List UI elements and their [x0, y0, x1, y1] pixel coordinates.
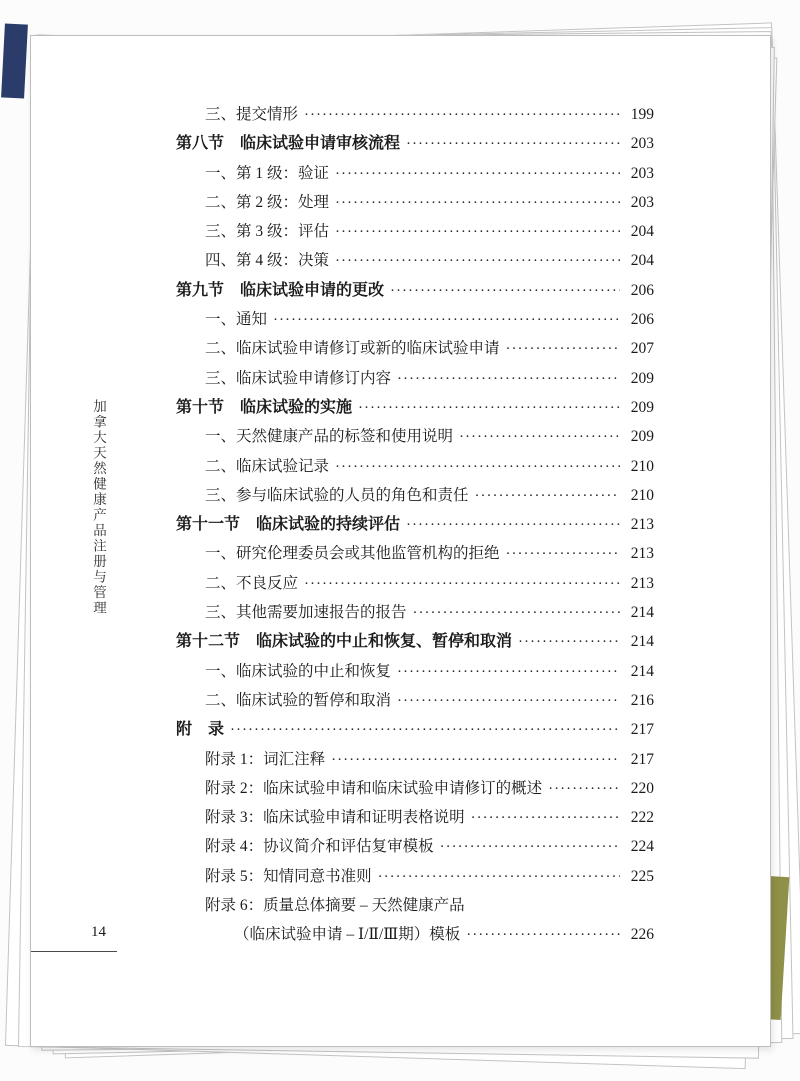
dot-leader — [506, 540, 620, 569]
dot-leader — [230, 716, 620, 745]
toc-entry-page: 203 — [630, 193, 654, 211]
toc-entry-title: 一、第 1 级：验证 — [205, 164, 330, 182]
toc-entry-title: 二、第 2 级：处理 — [205, 193, 330, 211]
toc-entry-page: 217 — [630, 721, 654, 739]
book-cover-navy-edge — [1, 23, 28, 98]
toc-entry — [176, 774, 654, 803]
toc-entry — [176, 686, 654, 715]
toc-entry — [176, 422, 654, 451]
toc-entry-title: 二、临床试验记录 — [205, 457, 330, 475]
toc-entry-title: 附录 6：质量总体摘要 – 天然健康产品 — [205, 897, 465, 915]
toc-entry-page: 209 — [630, 428, 654, 446]
book-side-title: 加拿大天然健康产品注册与管理 — [91, 399, 106, 616]
toc-entry — [176, 364, 654, 393]
toc-entry — [176, 803, 654, 832]
toc-entry-title: 附录 5：知情同意书准则 — [205, 867, 372, 885]
toc-entry — [176, 510, 654, 539]
dot-leader — [273, 306, 620, 335]
toc-entry-title: 三、第 3 级：评估 — [205, 223, 330, 241]
toc-entry-page: 217 — [630, 750, 654, 768]
toc-entry-page: 203 — [630, 164, 654, 182]
toc-entry — [176, 129, 654, 158]
toc-entry-title: 第十节 临床试验的实施 — [176, 398, 353, 416]
toc-entry-page: 203 — [630, 135, 654, 153]
toc-entry-page: 204 — [630, 223, 654, 241]
toc-entry — [176, 334, 654, 363]
toc-entry-page: 199 — [630, 106, 654, 123]
toc-entry-title: 三、其他需要加速报告的报告 — [205, 604, 407, 622]
toc-entry-title: 三、临床试验申请修订内容 — [205, 369, 392, 387]
toc-entry — [176, 159, 654, 188]
dot-leader — [335, 247, 620, 276]
toc-entry-page: 214 — [630, 604, 654, 622]
dot-leader — [397, 658, 620, 687]
toc-entry — [176, 569, 654, 598]
toc-entry-page: 224 — [630, 838, 654, 856]
toc-entry-title: （临床试验申请 – Ⅰ/Ⅱ/Ⅲ期）模板 — [234, 926, 461, 944]
toc-entry-title: 第十二节 临床试验的中止和恢复、暂停和取消 — [176, 633, 513, 651]
toc-entry-title: 一、临床试验的中止和恢复 — [205, 662, 392, 680]
toc-entry — [176, 715, 654, 744]
toc-entry-title: 第八节 临床试验申请审核流程 — [176, 135, 401, 153]
dot-leader — [378, 863, 620, 892]
dot-leader — [390, 277, 620, 306]
dot-leader — [466, 921, 620, 950]
toc-entry-page: 207 — [630, 340, 654, 358]
toc-entry — [176, 481, 654, 510]
toc-entry-page: 206 — [630, 281, 654, 299]
dot-leader — [335, 453, 620, 482]
toc-entry-page: 225 — [630, 867, 654, 885]
toc-entry-page: 216 — [630, 691, 654, 709]
toc-entry — [176, 920, 654, 949]
dot-leader — [459, 423, 620, 452]
toc-entry — [176, 862, 654, 891]
dot-leader — [506, 335, 620, 364]
toc-entry-page: 213 — [630, 516, 654, 534]
dot-leader — [413, 599, 620, 628]
dot-leader — [548, 775, 620, 804]
toc-entry — [176, 832, 654, 861]
toc-entry — [176, 305, 654, 334]
dot-leader — [471, 804, 620, 833]
toc-entry — [176, 246, 654, 275]
toc-entry-page: 213 — [630, 574, 654, 592]
main-page — [30, 35, 771, 1047]
toc-entry-page: 209 — [630, 398, 654, 416]
toc-entry-page: 206 — [630, 311, 654, 329]
toc-entry-page: 226 — [630, 926, 654, 944]
toc-entry-title: 附 录 — [176, 721, 225, 739]
toc-entry-title: 一、研究伦理委员会或其他监管机构的拒绝 — [205, 545, 500, 563]
toc-entry-page: 214 — [630, 633, 654, 651]
dot-leader — [304, 570, 620, 599]
page-number: 14 — [91, 924, 106, 940]
toc-entry — [176, 100, 654, 129]
dot-leader — [335, 189, 620, 218]
dot-leader — [518, 628, 620, 657]
toc-entry-title: 四、第 4 级：决策 — [205, 252, 330, 270]
toc-entry — [176, 627, 654, 656]
toc-entry-title: 二、不良反应 — [205, 574, 299, 592]
dot-leader — [406, 511, 620, 540]
toc-entry — [176, 217, 654, 246]
dot-leader — [331, 746, 620, 775]
dot-leader — [397, 365, 620, 394]
dot-leader — [475, 482, 620, 511]
toc-entry-title: 第十一节 临床试验的持续评估 — [176, 516, 401, 534]
toc-entry-page: 213 — [630, 545, 654, 563]
toc-entry-title: 二、临床试验申请修订或新的临床试验申请 — [205, 340, 500, 358]
toc-entry-title: 附录 2：临床试验申请和临床试验申请修订的概述 — [205, 779, 543, 797]
dot-leader — [304, 101, 620, 130]
toc-entry-title: 三、提交情形 — [205, 106, 299, 123]
toc-entry-title: 附录 4：协议简介和评估复审模板 — [205, 838, 434, 856]
toc-list — [176, 100, 654, 950]
toc-entry — [176, 452, 654, 481]
dot-leader — [440, 833, 620, 862]
dot-leader — [406, 130, 620, 159]
toc-entry-page: 220 — [630, 779, 654, 797]
toc-entry — [176, 539, 654, 568]
toc-entry — [176, 745, 654, 774]
toc-entry — [176, 891, 654, 920]
toc-entry-title: 附录 3：临床试验申请和证明表格说明 — [205, 809, 465, 827]
toc-entry-title: 二、临床试验的暂停和取消 — [205, 691, 392, 709]
dot-leader — [335, 160, 620, 189]
toc-entry — [176, 188, 654, 217]
toc-entry — [176, 276, 654, 305]
toc-entry-page: 204 — [630, 252, 654, 270]
toc-entry — [176, 393, 654, 422]
toc-entry-page: 209 — [630, 369, 654, 387]
toc-entry-title: 一、天然健康产品的标签和使用说明 — [205, 428, 454, 446]
toc-entry-title: 三、参与临床试验的人员的角色和责任 — [205, 486, 469, 504]
toc-entry-page: 210 — [630, 486, 654, 504]
footer-rule — [31, 951, 117, 952]
toc-entry-title: 附录 1：词汇注释 — [205, 750, 326, 768]
toc-entry — [176, 598, 654, 627]
dot-leader — [397, 687, 620, 716]
toc-entry-page: 214 — [630, 662, 654, 680]
toc-entry-title: 一、通知 — [205, 311, 268, 329]
toc-entry-page: 222 — [630, 809, 654, 827]
toc-entry-title: 第九节 临床试验申请的更改 — [176, 281, 385, 299]
toc-entry — [176, 657, 654, 686]
toc-entry-page: 210 — [630, 457, 654, 475]
dot-leader — [335, 218, 620, 247]
dot-leader — [358, 394, 620, 423]
